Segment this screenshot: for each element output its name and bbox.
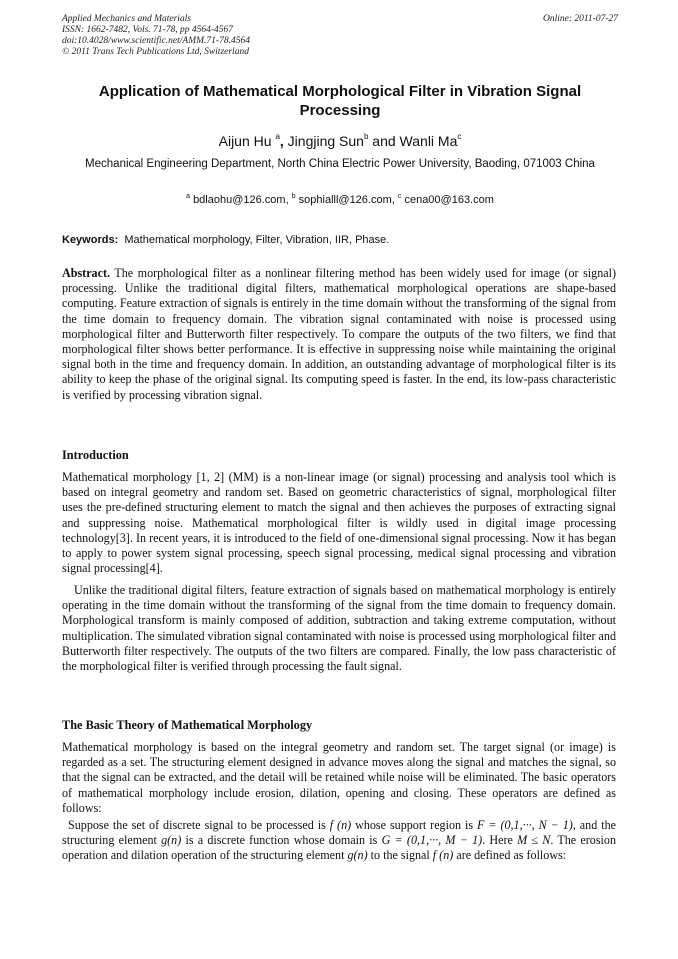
math-inline: M ≤ N: [517, 833, 551, 848]
email-marker: c: [397, 193, 402, 200]
email-list: [62, 193, 618, 207]
author-affil-marker: a: [275, 132, 280, 141]
text-run: . The erosion operation and dilation operation of the structuring element: [62, 833, 616, 863]
email-link[interactable]: cena00@163.com: [404, 194, 494, 206]
math-inline: F = (0,1,···, N − 1): [477, 818, 573, 832]
issn: ISSN: 1662-7482, Vols. 71-78, pp 4564-4567: [62, 25, 233, 35]
email-marker: a: [186, 193, 190, 200]
math-inline: g(n): [161, 833, 182, 848]
math-inline: G = (0,1,···, M − 1): [381, 833, 483, 848]
math-inline: f (n): [432, 848, 454, 863]
paper-title: Application of Mathematical Morphological Filter in Vibration Signal Processing: [98, 83, 582, 119]
journal-header: [62, 14, 618, 58]
copyright: © 2011 Trans Tech Publications Ltd, Switzerland: [62, 47, 249, 57]
email-link[interactable]: sophialll@126.com,: [298, 194, 395, 206]
author-affil-marker: b: [363, 132, 369, 141]
section-heading-basic-theory: The Basic Theory of Mathematical Morphology: [62, 718, 313, 732]
keywords: [62, 233, 618, 247]
author-affil-marker: c: [457, 132, 462, 141]
text-run: to the signal: [367, 848, 433, 863]
text-run: whose support region is: [351, 818, 478, 832]
text-run: is a discrete function whose domain is: [181, 833, 382, 848]
paragraph: Mathematical morphology is based on the integral geometry and random set. The target signal (or image) is regarded as a set. The structuring element designed in advance moves along the signal and matches the signal, so that the signal can be extracted, and the detail will be retained while noise will be eliminated. The basic operators of mathematical morphology include erosion, dilation, opening and closing. These operators are defined as follows:: [62, 740, 616, 815]
abstract-label: Abstract.: [62, 266, 111, 280]
affiliation: Mechanical Engineering Department, North China Electric Power University, Baoding, 071003 China: [85, 158, 595, 170]
journal-name: Applied Mechanics and Materials: [62, 14, 192, 24]
author-name: Aijun Hu: [218, 133, 272, 149]
math-inline: g(n): [347, 848, 368, 863]
author-name: Jingjing Sun: [287, 133, 364, 149]
text-run: , and the structuring element: [62, 818, 616, 848]
email-link[interactable]: bdlaohu@126.com,: [193, 194, 289, 206]
text-run: Suppose the set of discrete signal to be processed is: [68, 818, 330, 832]
author-list: [62, 132, 618, 150]
author-name: Wanli Ma: [399, 133, 458, 149]
paragraph: Mathematical morphology [1, 2] (MM) is a non-linear image (or signal) processing and analysis tool which is based on integral geometry and random set. Based on geometric characteristics of signal, morphological filter uses the pre-defined structuring element to match the signal and then achieves the purposes of extracting signal and suppressing noise. Mathematical morphological filter is wildly used in digital image processing technology[3]. In recent years, it is introduced to the field of one-dimensional signal processing. Now it has began to apply to power system signal processing, speech signal processing, medical signal processing and vibration signal processing[4].: [62, 470, 616, 576]
abstract-text: The morphological filter as a nonlinear filtering method has been widely used for image (or signal) processing. Unlike the traditional digital filters, mathematical morphological operations are shape-based computing. Feature extraction of signals is entirely in the time domain without the transforming of the signal from the time domain to frequency domain. The vibration signal contaminated with noise is processed using morphological filter and Butterworth filter respectively. To compare the outputs of the two filters, we find that morphological filter shows better performance. It is effective in suppressing noise while maintaining the original signal both in the time and frequency domain. In addition, an outstanding advantage of morphological filter is its ability to keep the phase of the original signal. Its computing speed is faster. In the end, its low-pass characteristic is verified by processing vibration signal.: [62, 266, 617, 402]
author-conjunction: and: [372, 133, 396, 149]
math-inline: f (n): [329, 818, 352, 832]
author-separator: ,: [279, 133, 284, 149]
keywords-label: Keywords:: [62, 234, 119, 246]
email-marker: b: [291, 193, 296, 200]
paragraph-with-math: [62, 818, 616, 864]
text-run: . Here: [482, 833, 518, 848]
online-date: Online: 2011-07-27: [542, 14, 618, 24]
paragraph: Unlike the traditional digital filters, feature extraction of signals based on mathematical morphology is entirely operating in the time domain without the transforming of the signal from the time domain to frequency domain. Morphological transform is mainly composed of addition, subtraction and taking extreme computation, without multiplication. The simulated vibration signal contaminated with noise is processed using morphological filter and Butterworth filter respectively. The outputs of the two filters are compared. Finally, the low pass characteristic of the morphological filter is verified through processing the fault signal.: [62, 583, 616, 674]
keywords-text: Mathematical morphology, Filter, Vibration, IIR, Phase.: [124, 234, 390, 246]
abstract: [62, 266, 616, 403]
text-run: are defined as follows:: [453, 848, 567, 863]
section-heading-introduction: Introduction: [62, 448, 129, 462]
doi[interactable]: doi:10.4028/www.scientific.net/AMM.71-78.4564: [62, 36, 250, 46]
